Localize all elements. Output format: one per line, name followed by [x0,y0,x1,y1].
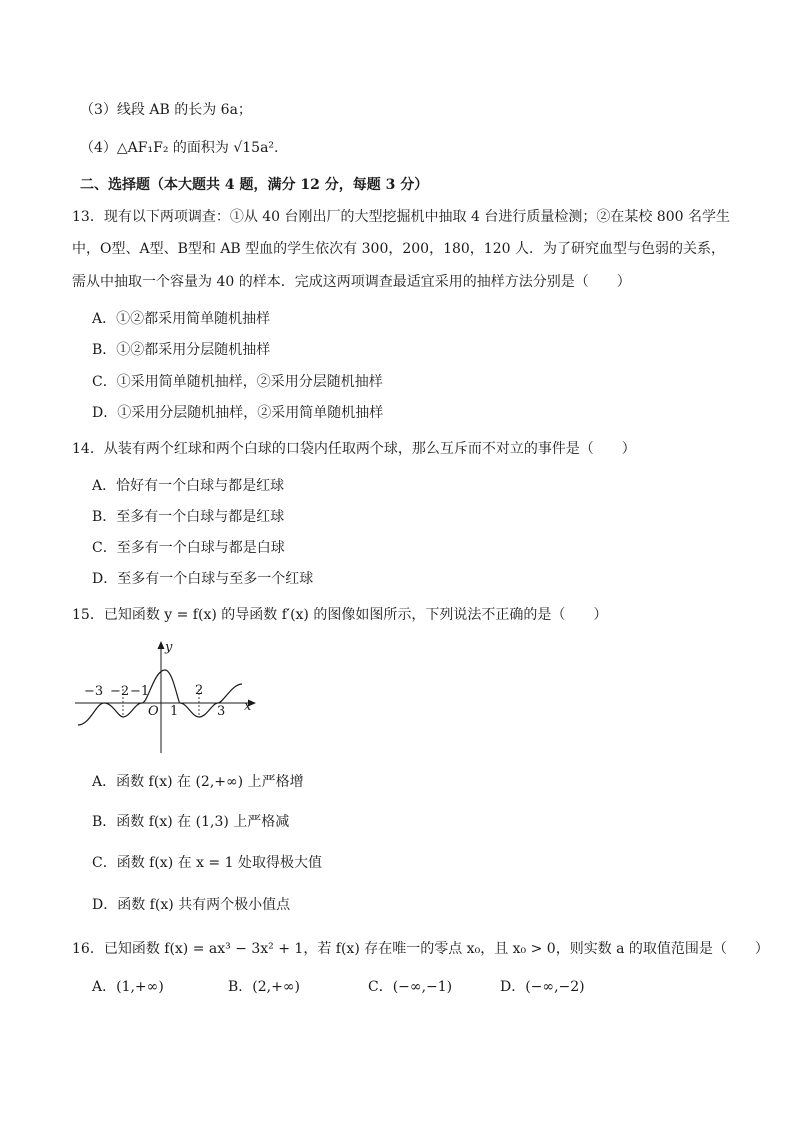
q13-option-a: A．①②都采用简单随机抽样 [92,311,271,327]
section-title: 二、选择题（本大题共 4 题，满分 12 分，每题 3 分） [80,177,429,193]
q13-stem-line3: 需从中抽取一个容量为 40 的样本．完成这两项调查最适宜采用的抽样方法分别是（ ） [72,274,631,290]
q13-option-d: D．①采用分层随机抽样，②采用简单随机抽样 [92,405,384,421]
q15-option-b: B．函数 f(x) 在 (1,3) 上严格减 [92,814,290,830]
q15-option-a: A．函数 f(x) 在 (2,+∞) 上严格增 [92,774,304,790]
y-axis-label: y [165,640,173,655]
q13-option-b: B．①②都采用分层随机抽样 [92,342,271,358]
q14-option-b: B．至多有一个白球与都是红球 [92,509,285,525]
q14-option-a: A．恰好有一个白球与都是红球 [92,478,285,494]
q15-option-c: C．函数 f(x) 在 x = 1 处取得极大值 [92,855,322,871]
q14-stem: 14．从装有两个红球和两个白球的口袋内任取两个球，那么互斥而不对立的事件是（ ） [72,441,636,457]
y-axis-arrow [158,641,165,649]
tick-label-minus3: −3 [84,684,104,699]
q13-stem-line2: 中，O型、A型、B型和 AB 型血的学生依次有 300，200，180，120 人．为了研究血型与色弱的关系， [72,241,725,257]
q14-option-d: D．至多有一个白球与至多一个红球 [92,571,314,587]
tick-label-2: 2 [195,683,204,698]
q16-option-a: A．(1,+∞) [92,979,164,995]
q16-option-d: D．(−∞,−2) [500,979,585,995]
q13-option-c: C．①采用简单随机抽样，②采用分层随机抽样 [92,374,383,390]
tick-label-3: 3 [217,704,226,719]
q14-option-c: C．至多有一个白球与都是白球 [92,540,285,556]
item-4: （4）△AF₁F₂ 的面积为 √15a². [80,140,279,156]
x-axis-label: x [244,699,252,714]
q13-stem-line1: 13．现有以下两项调查：①从 40 台刚出厂的大型挖掘机中抽取 4 台进行质量检测；②在某校 800 名学生 [72,209,730,225]
q16-option-c: C．(−∞,−1) [368,979,453,995]
q16-stem: 16．已知函数 f(x) = ax³ − 3x² + 1，若 f(x) 存在唯一的零点 x₀，且 x₀ > 0，则实数 a 的取值范围是（ ） [72,941,769,957]
item-3: （3）线段 AB 的长为 6a； [80,102,252,118]
tick-label-minus1: −1 [130,684,150,699]
derivative-graph [70,635,260,757]
q16-option-b: B．(2,+∞) [228,979,300,995]
origin-label: O [148,704,159,719]
tick-label-minus2: −2 [110,684,130,699]
tick-label-1: 1 [170,704,179,719]
q15-option-d: D．函数 f(x) 共有两个极小值点 [92,897,291,913]
q15-stem: 15．已知函数 y = f(x) 的导函数 f′(x) 的图像如图所示，下列说法不正确的是（ ） [72,607,608,623]
